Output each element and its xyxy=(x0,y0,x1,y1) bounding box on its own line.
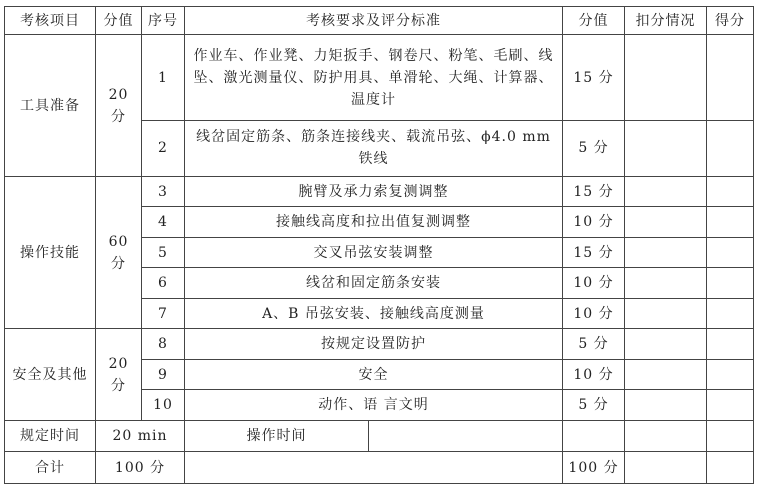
row-seq: 7 xyxy=(142,298,185,329)
row-seq: 1 xyxy=(142,35,185,120)
row-got xyxy=(707,298,754,329)
total-requirement xyxy=(185,452,563,484)
row-points: 10 分 xyxy=(563,298,625,329)
row-deduction xyxy=(625,120,707,176)
total-points: 100 分 xyxy=(563,452,625,484)
scoring-table xyxy=(4,6,754,484)
row-points: 10 分 xyxy=(563,207,625,238)
row-deduction xyxy=(625,298,707,329)
header-requirement: 考核要求及评分标准 xyxy=(185,7,563,35)
row-seq: 8 xyxy=(142,329,185,360)
row-deduction xyxy=(625,359,707,390)
row-seq: 2 xyxy=(142,120,185,176)
row-requirement: 线岔和固定筋条安装 xyxy=(185,268,563,299)
row-points: 15 分 xyxy=(563,237,625,268)
row-seq: 4 xyxy=(142,207,185,238)
header-seq: 序号 xyxy=(142,7,185,35)
group-score-tools: 20 分 xyxy=(96,35,142,176)
time-row xyxy=(5,420,754,452)
time-deduction xyxy=(625,420,707,452)
group-name-tools: 工具准备 xyxy=(5,35,96,176)
group-name-safety: 安全及其他 xyxy=(5,329,96,421)
op-time-label: 操作时间 xyxy=(185,420,369,452)
header-got: 得分 xyxy=(707,7,754,35)
row-points: 15 分 xyxy=(563,35,625,120)
row-deduction xyxy=(625,329,707,360)
row-got xyxy=(707,207,754,238)
row-got xyxy=(707,390,754,421)
time-points xyxy=(563,420,625,452)
row-got xyxy=(707,120,754,176)
row-seq: 5 xyxy=(142,237,185,268)
time-label: 规定时间 xyxy=(5,420,96,452)
table-row xyxy=(5,35,754,120)
table-row xyxy=(5,176,754,207)
row-seq: 9 xyxy=(142,359,185,390)
time-value: 20 min xyxy=(96,420,185,452)
row-points: 5 分 xyxy=(563,390,625,421)
row-got xyxy=(707,176,754,207)
row-deduction xyxy=(625,268,707,299)
row-requirement: 动作、语 言文明 xyxy=(185,390,563,421)
row-got xyxy=(707,329,754,360)
header-score: 分值 xyxy=(96,7,142,35)
total-deduction xyxy=(625,452,707,484)
row-requirement: 按规定设置防护 xyxy=(185,329,563,360)
row-requirement: 腕臂及承力索复测调整 xyxy=(185,176,563,207)
row-requirement: 作业车、作业凳、力矩扳手、钢卷尺、粉笔、毛刷、线坠、激光测量仪、防护用具、单滑轮、大绳、计算器、温度计 xyxy=(185,35,563,120)
row-seq: 10 xyxy=(142,390,185,421)
row-requirement: 安全 xyxy=(185,359,563,390)
row-points: 15 分 xyxy=(563,176,625,207)
row-requirement: A、B 吊弦安装、接触线高度测量 xyxy=(185,298,563,329)
row-got xyxy=(707,237,754,268)
total-value: 100 分 xyxy=(96,452,185,484)
row-got xyxy=(707,268,754,299)
row-points: 5 分 xyxy=(563,329,625,360)
row-seq: 6 xyxy=(142,268,185,299)
row-deduction xyxy=(625,176,707,207)
total-row xyxy=(5,452,754,484)
row-deduction xyxy=(625,390,707,421)
header-points: 分值 xyxy=(563,7,625,35)
row-seq: 3 xyxy=(142,176,185,207)
row-deduction xyxy=(625,237,707,268)
total-label: 合计 xyxy=(5,452,96,484)
row-points: 10 分 xyxy=(563,359,625,390)
row-points: 10 分 xyxy=(563,268,625,299)
row-got xyxy=(707,35,754,120)
group-name-skills: 操作技能 xyxy=(5,176,96,329)
header-row xyxy=(5,7,754,35)
row-deduction xyxy=(625,207,707,238)
group-score-skills: 60 分 xyxy=(96,176,142,329)
row-requirement: 接触线高度和拉出值复测调整 xyxy=(185,207,563,238)
table-row xyxy=(5,329,754,360)
row-requirement: 线岔固定筋条、筋条连接线夹、载流吊弦、ϕ4.0 mm 铁线 xyxy=(185,120,563,176)
total-got xyxy=(707,452,754,484)
op-time-value xyxy=(369,420,563,452)
row-deduction xyxy=(625,35,707,120)
time-got xyxy=(707,420,754,452)
row-points: 5 分 xyxy=(563,120,625,176)
header-item: 考核项目 xyxy=(5,7,96,35)
group-score-safety: 20 分 xyxy=(96,329,142,421)
row-requirement: 交叉吊弦安装调整 xyxy=(185,237,563,268)
row-got xyxy=(707,359,754,390)
header-deduction: 扣分情况 xyxy=(625,7,707,35)
